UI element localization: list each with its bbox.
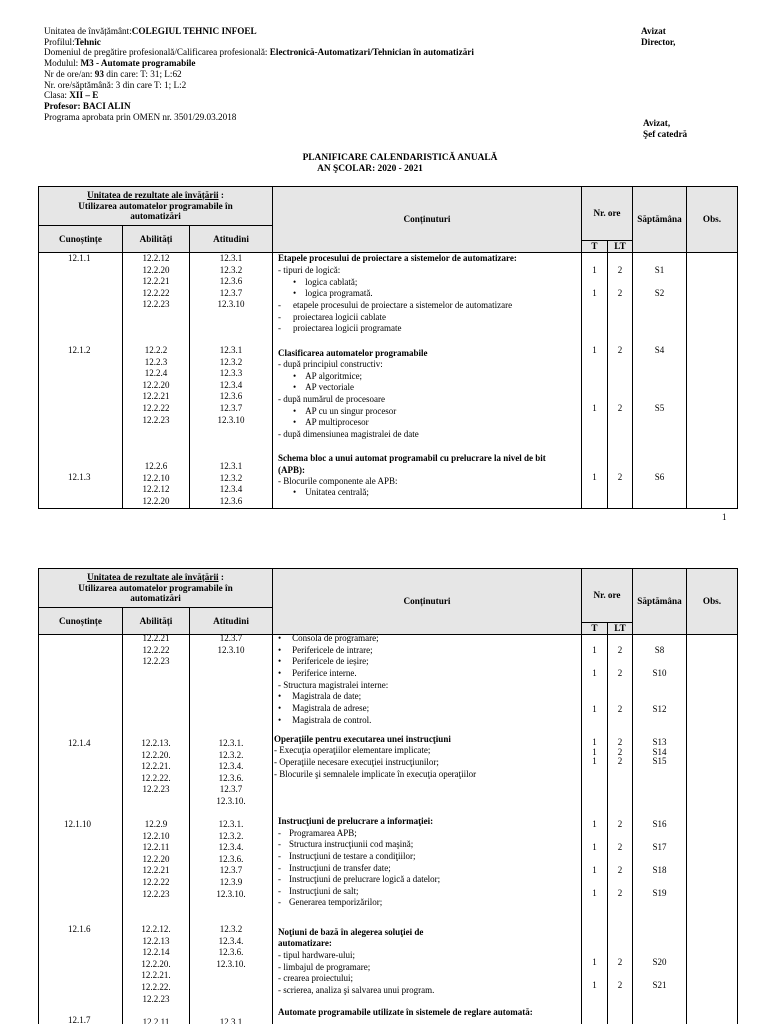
- content-topic-title: Instrucţiuni de prelucrare a informaţiei:: [278, 816, 434, 826]
- content-line: - Blocurile componente ale APB:: [278, 476, 398, 486]
- lab-hours: 2: [617, 345, 623, 355]
- attitudes-codes: 12.3.7 12.3.10: [217, 633, 245, 655]
- content-bullet: • logica cablată;: [293, 277, 358, 287]
- lab-hours: 2: [617, 888, 623, 898]
- knowledge-code: 12.1.4: [68, 738, 91, 748]
- attitudes-codes: 12.3.1. 12.3.2. 12.3.4. 12.3.6. 12.3.7 12.3.9 12.3.10.: [216, 819, 246, 899]
- skills-codes: 12.2.12. 12.2.13 12.2.14 12.2.20. 12.2.21. 12.2.22. 12.2.23: [141, 924, 171, 1004]
- content-line: - limbajul de programare;: [278, 962, 371, 972]
- skills-header: Abilități: [122, 607, 190, 635]
- content-dash-item: - Instrucţiuni de testare a condiţiilor;: [278, 851, 416, 861]
- skills-codes: 12.2.9 12.2.10 12.2.11 12.2.20 12.2.21 12.2.22 12.2.23: [142, 819, 170, 899]
- content-line: - după dimensiunea magistralei de date: [278, 429, 419, 439]
- content-dash-item: - Instrucţiuni de transfer date;: [278, 863, 391, 873]
- content-topic-title: Operaţiile pentru executarea unei instrucţiuni: [274, 734, 451, 744]
- lab-hours: 2: [617, 668, 623, 678]
- skills-codes: 12.2.21 12.2.22 12.2.23: [142, 633, 170, 667]
- lab-hours: 2: [617, 980, 623, 990]
- content-dash-item: - Programarea APB;: [278, 828, 357, 838]
- content-bullet: • AP multiprocesor: [293, 417, 369, 427]
- lab-hours: 2: [617, 957, 623, 967]
- theory-hours: 1: [592, 265, 597, 275]
- attitudes-codes: 12.3.1. 12.3.2. 12.3.4. 12.3.6. 12.3.7 12.3.10.: [216, 738, 246, 806]
- content-bullet: • Perifericele de intrare;: [278, 645, 373, 655]
- lab-hours-header: LT: [607, 240, 633, 253]
- lab-hours: 2: [617, 842, 623, 852]
- content-line: - tipul hardware-ului;: [278, 950, 355, 960]
- theory-hours: 1: [592, 865, 597, 875]
- content-topic-title: (APB):: [278, 465, 305, 475]
- theory-hours: 1: [592, 842, 597, 852]
- hours-header: Nr. ore: [581, 568, 633, 623]
- week: S13 S14 S15: [652, 737, 667, 766]
- week: S12: [652, 704, 667, 714]
- skills-codes: 12.2.11: [142, 1017, 170, 1024]
- theory-hours-header: T: [581, 240, 608, 253]
- observations-header: Obs.: [686, 186, 738, 253]
- week: S8: [654, 645, 665, 655]
- attitudes-codes: 12.3.2 12.3.4. 12.3.6. 12.3.10.: [216, 924, 246, 969]
- content-topic-title: automatizare:: [278, 938, 332, 948]
- content-header: Conținuturi: [272, 186, 582, 253]
- content-line: - Structura magistralei interne:: [278, 680, 389, 690]
- content-bullet: • Consola de programare;: [278, 633, 379, 643]
- skills-codes: 12.2.6 12.2.10 12.2.12 12.2.20: [142, 461, 170, 506]
- content-line: - crearea proiectului;: [278, 973, 353, 983]
- attitudes-header: Atitudini: [189, 607, 273, 635]
- lab-hours-header: LT: [607, 622, 633, 635]
- content-dash-item: - Instrucţiuni de salt;: [278, 886, 359, 896]
- lab-hours: 2: [617, 265, 623, 275]
- theory-hours: 1: [592, 819, 597, 829]
- knowledge-code: 12.1.1: [68, 253, 91, 263]
- content-bullet: • AP cu un singur procesor: [293, 406, 397, 416]
- week: S20: [652, 957, 667, 967]
- lab-hours: 2: [617, 472, 623, 482]
- content-dash-item: - proiectarea logicii programate: [278, 323, 402, 333]
- content-topic-title: Etapele procesului de proiectare a sistemelor de automatizare:: [278, 253, 517, 263]
- knowledge-code: 12.1.10: [64, 819, 91, 829]
- document-page-2: [0, 548, 768, 1024]
- content-line: - după numărul de procesoare: [278, 394, 385, 404]
- content-bullet: • Periferice interne.: [278, 668, 357, 678]
- hours-header: Nr. ore: [581, 186, 633, 241]
- content-bullet: • logica programată.: [293, 288, 373, 298]
- week: S6: [654, 472, 665, 482]
- week: S17: [652, 842, 667, 852]
- attitudes-codes: 12.3.1 12.3.2 12.3.3 12.3.4 12.3.6 12.3.7 12.3.10: [217, 345, 245, 425]
- content-dash-item: - proiectarea logicii cablate: [278, 312, 386, 322]
- lab-hours: 2: [617, 704, 623, 714]
- observations-header: Obs.: [686, 568, 738, 635]
- knowledge-code: 12.1.6: [68, 924, 91, 934]
- page-number: 1: [722, 512, 727, 522]
- director-approval: Avizat Director,: [641, 26, 676, 47]
- week: S5: [654, 403, 665, 413]
- content-bullet: • AP vectoriale: [293, 382, 355, 392]
- learning-unit-header: Unitatea de rezultate ale învățării : Utilizarea automatelor programabile în automatizări: [38, 568, 273, 608]
- theory-hours: 1: [592, 704, 597, 714]
- content-bullet: • Perifericele de ieșire;: [278, 656, 369, 666]
- lab-hours: 2: [617, 288, 623, 298]
- content-topic-title: Clasificarea automatelor programabile: [278, 348, 428, 358]
- document-title: PLANIFICARE CALENDARISTICĂ ANUALĂ: [302, 153, 498, 163]
- content-line: - după principiul constructiv:: [278, 359, 383, 369]
- lab-hours: 2: [617, 865, 623, 875]
- lab-hours: 2: [617, 819, 623, 829]
- content-line: - Blocurile şi semnalele implicate în execuţia operaţiilor: [274, 769, 477, 779]
- theory-hours: 1: [592, 957, 597, 967]
- learning-unit-header: Unitatea de rezultate ale învățării : Utilizarea automatelor programabile în automatizări: [38, 186, 273, 226]
- content-line: - tipuri de logică:: [278, 265, 341, 275]
- knowledge-code: 12.1.7: [68, 1015, 91, 1024]
- week: S4: [654, 345, 665, 355]
- content-topic-title: Automate programabile utilizate în sistemele de reglare automată:: [278, 1007, 533, 1017]
- week-header: Săptămâna: [632, 186, 687, 253]
- content-header: Conținuturi: [272, 568, 582, 635]
- week: S10: [652, 668, 667, 678]
- school-year: AN ŞCOLAR: 2020 - 2021: [317, 164, 423, 174]
- content-line: - Execuţia operaţiilor elementare implicate;: [274, 745, 431, 755]
- attitudes-codes: 12.3.1 12.3.2 12.3.6 12.3.7 12.3.10: [217, 253, 245, 310]
- theory-hours: 1: [592, 645, 597, 655]
- document-header-info: Unitatea de învățământ:COLEGIUL TEHNIC INFOEL Profilul:Tehnic Domeniul de pregătire profesională/Calificarea profesională: Electronică-Automatizari/Tehnician în automatizări Modulul: M3 - Automate programabile Nr de ore/an: 93 din care: T: 31; L:62 Nr. ore/săptămână: 3 din care T: 1; L:2 Clasa: XII – E Profesor: BACI ALIN Programa aprobata prin OMEN nr. 3501/29.03.2018: [44, 26, 474, 122]
- attitudes-codes: 12.3.1: [219, 1017, 243, 1024]
- week-header: Săptămâna: [632, 568, 687, 635]
- skills-codes: 12.2.2 12.2.3 12.2.4 12.2.20 12.2.21 12.2.22 12.2.23: [142, 345, 170, 425]
- knowledge-code: 12.1.3: [68, 472, 91, 482]
- week: S1: [654, 265, 665, 275]
- theory-hours: 1: [592, 668, 597, 678]
- theory-hours-header: T: [581, 622, 608, 635]
- knowledge-header: Cunoștințe: [38, 607, 123, 635]
- content-dash-item: - etapele procesului de proiectare a sistemelor de automatizare: [278, 300, 513, 310]
- content-line: - Operaţiile necesare execuţiei instrucţiunilor;: [274, 757, 439, 767]
- content-topic-title: Noţiuni de bază în alegerea soluţiei de: [278, 927, 424, 937]
- content-dash-item: - Generarea temporizărilor;: [278, 897, 383, 907]
- content-line: - scrierea, analiza şi salvarea unui program.: [278, 985, 435, 995]
- theory-hours: 1: [592, 472, 597, 482]
- skills-codes: 12.2.13. 12.2.20. 12.2.21. 12.2.22. 12.2.23: [141, 738, 171, 795]
- skills-codes: 12.2.12 12.2.20 12.2.21 12.2.22 12.2.23: [142, 253, 170, 310]
- content-bullet: • Magistrala de adrese;: [278, 703, 370, 713]
- attitudes-header: Atitudini: [189, 225, 273, 253]
- knowledge-code: 12.1.2: [68, 345, 91, 355]
- skills-header: Abilități: [122, 225, 190, 253]
- knowledge-header: Cunoștințe: [38, 225, 123, 253]
- theory-hours: 1: [592, 980, 597, 990]
- theory-hours: 1 1 1: [592, 737, 597, 766]
- theory-hours: 1: [592, 288, 597, 298]
- content-bullet: • Magistrala de date;: [278, 691, 362, 701]
- content-topic-title: Schema bloc a unui automat programabil cu prelucrare la nivel de bit: [278, 453, 546, 463]
- lab-hours: 2: [617, 403, 623, 413]
- week: S19: [652, 888, 667, 898]
- week: S21: [652, 980, 667, 990]
- theory-hours: 1: [592, 403, 597, 413]
- lab-hours: 2: [617, 645, 623, 655]
- week: S18: [652, 865, 667, 875]
- week: S2: [654, 288, 665, 298]
- theory-hours: 1: [592, 888, 597, 898]
- content-bullet: • Unitatea centrală;: [293, 487, 369, 497]
- content-bullet: • Magistrala de control.: [278, 715, 372, 725]
- content-bullet: • AP algoritmice;: [293, 371, 363, 381]
- attitudes-codes: 12.3.1 12.3.2 12.3.4 12.3.6: [219, 461, 243, 506]
- content-dash-item: - Instrucţiuni de prelucrare logică a datelor;: [278, 874, 441, 884]
- week: S16: [652, 819, 667, 829]
- theory-hours: 1: [592, 345, 597, 355]
- content-dash-item: - Structura instrucţiunii cod maşină;: [278, 839, 414, 849]
- lab-hours: 2 2 2: [617, 737, 623, 766]
- head-of-department-approval: Avizat, Şef catedră: [643, 118, 688, 139]
